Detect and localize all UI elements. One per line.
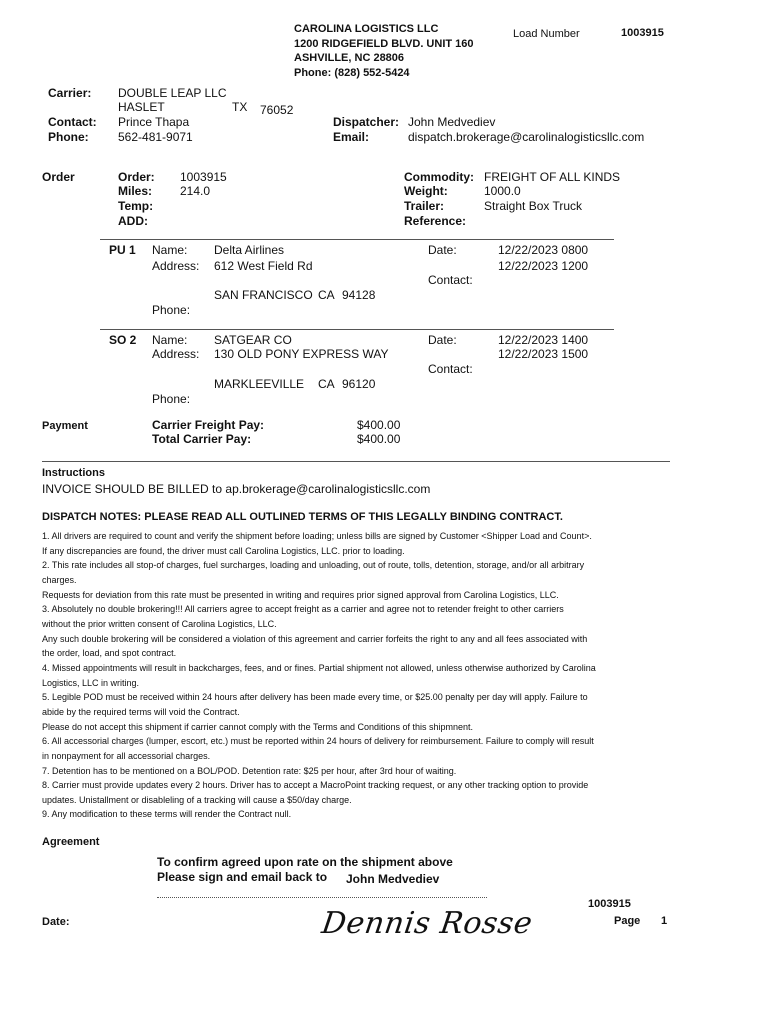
stop-city: MARKLEEVILLE bbox=[214, 377, 305, 391]
signature: Dennis Rosse bbox=[319, 906, 535, 941]
stop-date-end: 12/22/2023 1500 bbox=[498, 347, 589, 361]
stop-name: Delta Airlines bbox=[214, 243, 285, 257]
dispatcher-label: Dispatcher: bbox=[333, 115, 400, 129]
contact-label: Contact: bbox=[48, 115, 97, 129]
note-line: 1. All drivers are required to count and verify the shipment before loading; unless bills are signed by Customer <Shipper Load and Count>. bbox=[42, 531, 592, 541]
stop-zip: 94128 bbox=[342, 288, 376, 302]
page-number: 1 bbox=[661, 915, 668, 927]
signature-line bbox=[157, 897, 487, 898]
stop-phone-label: Phone: bbox=[152, 392, 191, 406]
stop-date-start: 12/22/2023 1400 bbox=[498, 333, 589, 347]
stop-address: 130 OLD PONY EXPRESS WAY bbox=[214, 347, 389, 361]
note-line: 4. Missed appointments will result in backcharges, fees, and or fines. Partial shipment not allowed, unless otherwise authorized by Carolina bbox=[42, 662, 596, 673]
stop-date-end: 12/22/2023 1200 bbox=[498, 259, 589, 273]
note-line: 9. Any modification to these terms will render the Contract null. bbox=[42, 809, 292, 820]
note-line: Logistics, LLC in writing. bbox=[42, 677, 140, 688]
email-label: Email: bbox=[333, 130, 370, 144]
stop-name-label: Name: bbox=[152, 333, 188, 347]
note-line: 8. Carrier must provide updates every 2 hours. Driver has to accept a MacroPoint tracking request, or any other tracking option to provide bbox=[42, 780, 589, 791]
company-address-line1: 1200 RIDGEFIELD BLVD. UNIT 160 bbox=[294, 38, 474, 50]
trailer-value: Straight Box Truck bbox=[484, 199, 583, 213]
stop-address-label: Address: bbox=[152, 259, 200, 273]
note-line: charges. bbox=[42, 574, 77, 585]
note-line: If any discrepancies are found, the driver must call Carolina Logistics, LLC. prior to loading. bbox=[42, 545, 405, 556]
date-label: Date: bbox=[42, 916, 70, 928]
stop-address-label: Address: bbox=[152, 347, 200, 361]
stop-zip: 96120 bbox=[342, 377, 376, 391]
trailer-label: Trailer: bbox=[404, 199, 445, 213]
carrier-label: Carrier: bbox=[48, 86, 92, 100]
weight-label: Weight: bbox=[404, 184, 448, 198]
carrier-phone: 562-481-9071 bbox=[118, 130, 193, 144]
stop-contact-label: Contact: bbox=[428, 273, 473, 287]
carrier-state: TX bbox=[232, 100, 248, 114]
stop-date-start: 12/22/2023 0800 bbox=[498, 243, 589, 257]
freight-pay-value: $400.00 bbox=[357, 418, 401, 432]
stop-state: CA bbox=[318, 288, 335, 302]
stop-name-label: Name: bbox=[152, 243, 188, 257]
agreement-heading: Agreement bbox=[42, 836, 100, 848]
note-line: in nonpayment for all accessorial charges. bbox=[42, 750, 211, 761]
stop-divider bbox=[100, 239, 614, 240]
stop-state: CA bbox=[318, 377, 335, 391]
agreement-line1: To confirm agreed upon rate on the shipment above bbox=[157, 855, 453, 869]
commodity-value: FREIGHT OF ALL KINDS bbox=[484, 170, 621, 184]
miles-label: Miles: bbox=[118, 184, 153, 198]
miles-value: 214.0 bbox=[180, 184, 211, 198]
stop-name: SATGEAR CO bbox=[214, 333, 292, 347]
note-line: 7. Detention has to be mentioned on a BOL/POD. Detention rate: $25 per hour, after 3rd hour of waiting. bbox=[42, 765, 457, 776]
carrier-name: DOUBLE LEAP LLC bbox=[118, 86, 227, 100]
total-pay-label: Total Carrier Pay: bbox=[152, 432, 252, 446]
stop-date-label: Date: bbox=[428, 243, 457, 257]
note-line: Requests for deviation from this rate must be presented in writing and requires prior signed approval from Carolina Logistics, LLC. bbox=[42, 589, 559, 600]
instructions-text: INVOICE SHOULD BE BILLED to ap.brokerage@carolinalogisticsllc.com bbox=[42, 482, 431, 496]
dispatch-notes-list bbox=[42, 529, 642, 822]
page-label: Page bbox=[614, 915, 641, 927]
stop-phone-label: Phone: bbox=[152, 303, 191, 317]
note-line: 5. Legible POD must be received within 24 hours after delivery has been made every time, or $25.00 penalty per day will apply. Failure to bbox=[42, 692, 588, 703]
stop-date-label: Date: bbox=[428, 333, 457, 347]
company-phone: Phone: (828) 552-5424 bbox=[294, 67, 410, 79]
dispatcher-email[interactable]: dispatch.brokerage@carolinalogisticsllc.com bbox=[408, 130, 645, 144]
note-line: 6. All accessorial charges (lumper, escort, etc.) must be reported within 24 hours of delivery for reimbursement. Failure to comply will result bbox=[42, 736, 594, 747]
stop-city: SAN FRANCISCO bbox=[214, 288, 313, 302]
footer-load-number: 1003915 bbox=[588, 898, 631, 910]
load-number-value: 1003915 bbox=[621, 27, 664, 39]
payment-label: Payment bbox=[42, 420, 88, 432]
carrier-city: HASLET bbox=[118, 100, 165, 114]
dispatcher-name: John Medvediev bbox=[408, 115, 496, 129]
note-line: Please do not accept this shipment if carrier cannot comply with the Terms and Conditions of this shipmnent. bbox=[42, 721, 474, 732]
note-line: abide by the required terms will void the Contract. bbox=[42, 706, 240, 717]
reference-label: Reference: bbox=[404, 214, 467, 228]
stop-address: 612 West Field Rd bbox=[214, 259, 313, 273]
section-divider bbox=[42, 461, 670, 462]
note-line: without the prior written consent of Carolina Logistics, LLC. bbox=[42, 618, 277, 629]
phone-label: Phone: bbox=[48, 130, 89, 144]
load-number-label: Load Number bbox=[513, 28, 580, 40]
stop-code: PU 1 bbox=[109, 243, 136, 257]
note-line: updates. Unistallment or disableling of a tracking will cause a $50/day charge. bbox=[42, 794, 352, 805]
agreement-dispatcher: John Medvediev bbox=[346, 872, 440, 886]
order-section-label: Order bbox=[42, 170, 75, 184]
note-line: 3. Absolutely no double brokering!!! All carriers agree to accept freight as a carrier and agree not to retender freight to other carriers bbox=[42, 604, 564, 615]
note-line: the order, load, and spot contract. bbox=[42, 648, 177, 659]
company-address-line2: ASHVILLE, NC 28806 bbox=[294, 52, 405, 64]
agreement-line2: Please sign and email back to bbox=[157, 870, 328, 884]
carrier-zip: 76052 bbox=[260, 103, 294, 117]
carrier-contact: Prince Thapa bbox=[118, 115, 190, 129]
order-number: 1003915 bbox=[180, 170, 227, 184]
temp-label: Temp: bbox=[118, 199, 154, 213]
stop-divider bbox=[100, 329, 614, 330]
company-name: CAROLINA LOGISTICS LLC bbox=[294, 23, 439, 35]
stop-code: SO 2 bbox=[109, 333, 137, 347]
instructions-heading: Instructions bbox=[42, 467, 105, 479]
total-pay-value: $400.00 bbox=[357, 432, 401, 446]
add-label: ADD: bbox=[118, 214, 148, 228]
note-line: 2. This rate includes all stop-of charges, fuel surcharges, loading and unloading, out of route, tolls, detention, storage, and/or all arbitrary bbox=[42, 560, 585, 571]
freight-pay-label: Carrier Freight Pay: bbox=[152, 418, 265, 432]
order-label: Order: bbox=[118, 170, 155, 184]
stop-contact-label: Contact: bbox=[428, 362, 473, 376]
commodity-label: Commodity: bbox=[404, 170, 474, 184]
weight-value: 1000.0 bbox=[484, 184, 521, 198]
note-line: Any such double brokering will be considered a violation of this agreement and carrier forfeits the right to any and all fees associated with bbox=[42, 633, 588, 644]
dispatch-notes-heading: DISPATCH NOTES: PLEASE READ ALL OUTLINED TERMS OF THIS LEGALLY BINDING CONTRACT. bbox=[42, 511, 563, 523]
